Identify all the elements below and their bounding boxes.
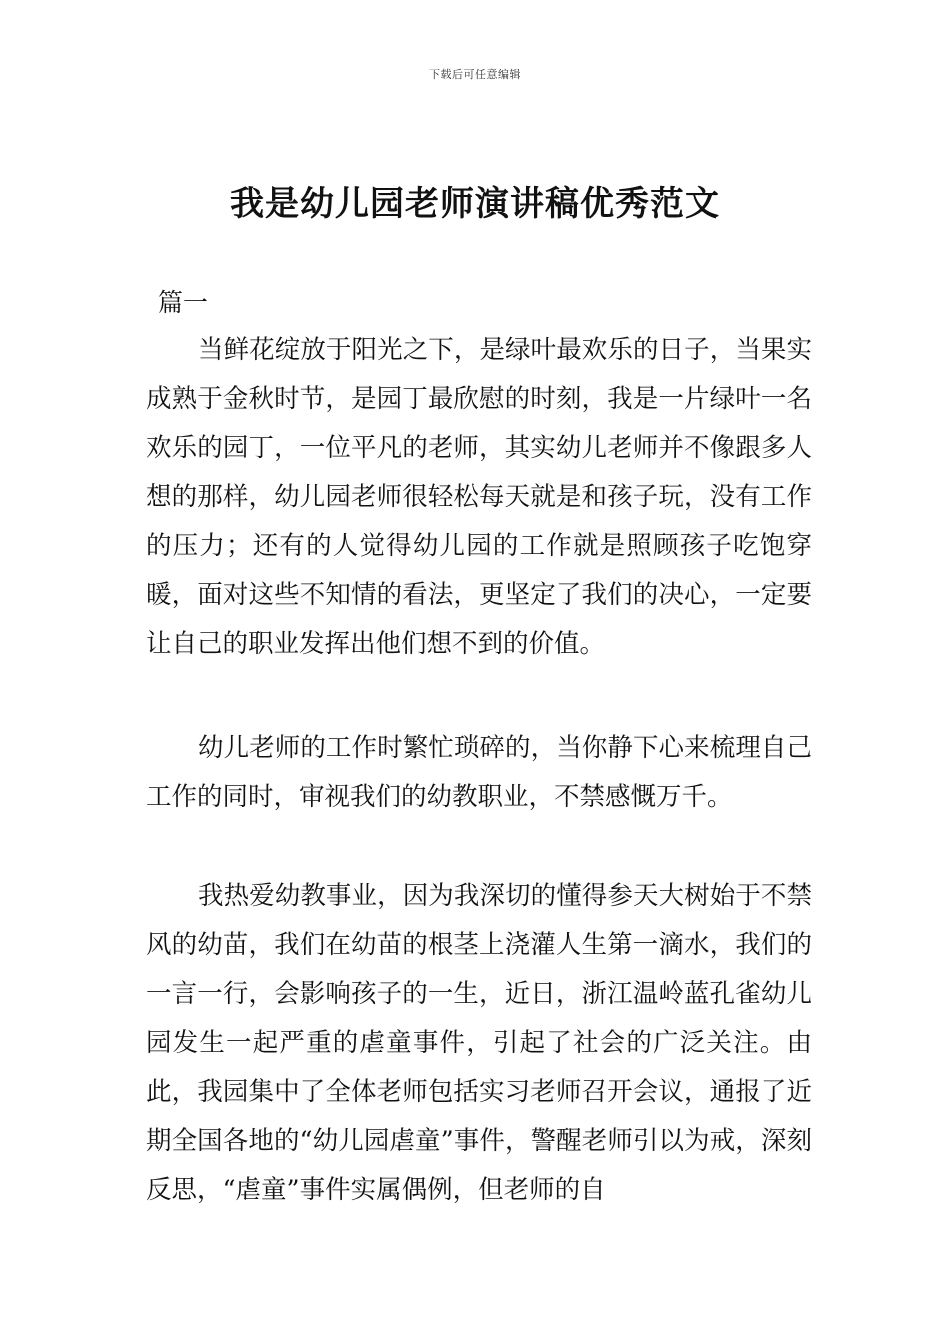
- paragraph-2: 幼儿老师的工作时繁忙琐碎的，当你静下心来梳理自己工作的同时，审视我们的幼教职业，不禁感慨万千。: [146, 733, 812, 812]
- paragraph-3: 我热爱幼教事业，因为我深切的懂得参天大树始于不禁风的幼苗，我们在幼苗的根茎上浇灌人生第一滴水，我们的一言一行，会影响孩子的一生，近日，浙江温岭蓝孔雀幼儿园发生一起严重的虐童事件，引起了社会的广泛关注。由此，我园集中了全体老师包括实习老师召开会议，通报了近期全国各地的“幼儿园虐童”事件，警醒老师引以为戒，深刻反思，“虐童”事件实属偶例，但老师的自: [146, 881, 812, 1205]
- header-note: 下载后可任意编辑: [429, 68, 521, 81]
- document-title: 我是幼儿园老师演讲稿优秀范文: [230, 184, 720, 224]
- paragraph-1: 当鲜花绽放于阳光之下，是绿叶最欢乐的日子，当果实成熟于金秋时节，是园丁最欣慰的时刻，我是一片绿叶一名欢乐的园丁，一位平凡的老师，其实幼儿老师并不像跟多人想的那样，幼儿园老师很轻松每天就是和孩子玩，没有工作的压力；还有的人觉得幼儿园的工作就是照顾孩子吃饱穿暖，面对这些不知情的看法，更坚定了我们的决心，一定要让自己的职业发挥出他们想不到的价值。: [146, 335, 812, 659]
- section-label: 篇一: [158, 288, 209, 317]
